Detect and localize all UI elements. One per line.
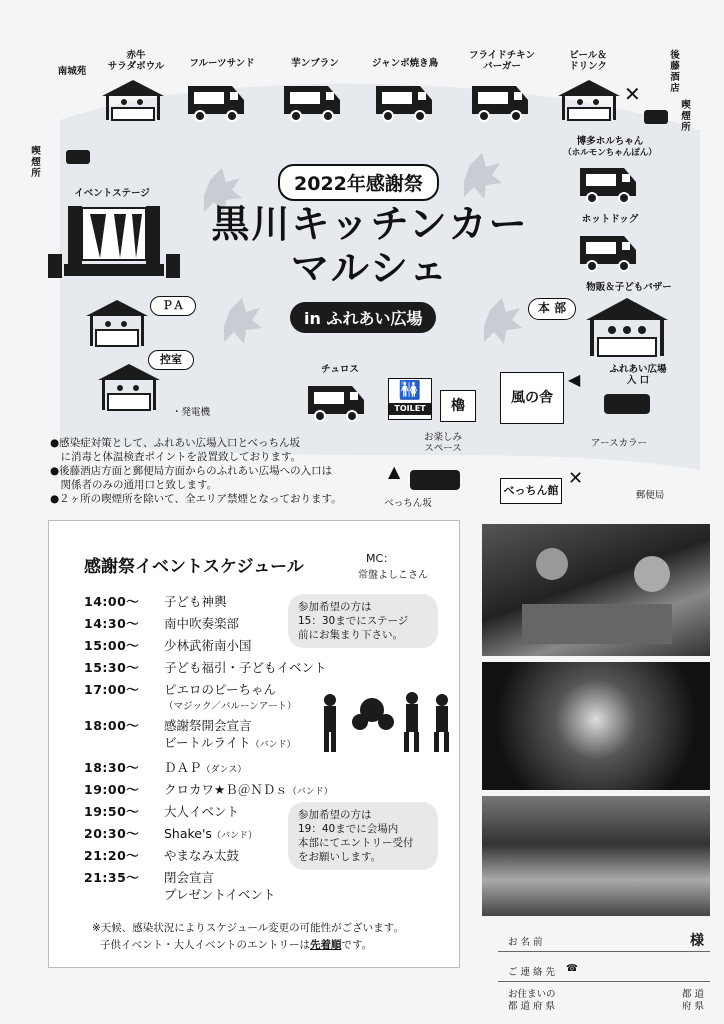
- label-horumon: 博多ホルちゃん: [576, 136, 644, 147]
- food-truck-fruits-icon: [186, 78, 248, 122]
- schedule-row: [84, 758, 246, 776]
- food-truck-imo-icon: [282, 78, 344, 122]
- photo-night-stage: [482, 662, 710, 790]
- schedule-event: ピエロのピーちゃん: [164, 682, 277, 697]
- event-stage-label: イベントステージ: [74, 188, 150, 199]
- toilet-box: [388, 378, 432, 420]
- schedule-title: 感謝祭イベントスケジュール: [84, 557, 304, 577]
- schedule-time: 15:30〜: [84, 660, 140, 675]
- hikae-badge: 控室: [148, 350, 194, 370]
- food-truck-churros-icon: [306, 378, 368, 422]
- sanitizer-icon: [604, 394, 650, 414]
- food-truck-fried-chicken-icon: [470, 78, 532, 122]
- schedule-time: 19:50〜: [84, 804, 140, 819]
- food-truck-jumbo-icon: [374, 78, 436, 122]
- footnote-1: ※天候、感染状況によりスケジュール変更の可能性がございます。: [92, 922, 404, 934]
- generator-label: ・発電機: [172, 407, 211, 418]
- closed-x-icon: ✕: [568, 468, 584, 489]
- schedule-event: 大人イベント: [164, 804, 240, 819]
- schedule-event: ビートルライト: [164, 735, 251, 750]
- schedule-time: 17:00〜: [84, 682, 140, 697]
- toilet-icon: 🚻: [398, 380, 422, 401]
- schedule-event-type: （バンド）: [250, 740, 296, 750]
- schedule-event: （マジック／バルーンアート）: [164, 701, 297, 712]
- form-name-row: [498, 928, 710, 952]
- schedule-event-type: （バンド）: [287, 787, 333, 797]
- schedule-time: 19:00〜: [84, 782, 140, 797]
- schedule-time: 20:30〜: [84, 826, 140, 841]
- band-silhouette-icon: [316, 690, 460, 754]
- label-post-office: 郵便局: [635, 490, 665, 501]
- tent-beer-icon: [556, 78, 622, 122]
- notice-line: に消毒と体温検査ポイントを設置致しております。: [50, 451, 302, 463]
- schedule-row: [84, 733, 296, 751]
- fuken-label: 府 県: [681, 1001, 704, 1012]
- schedule-time: 21:35〜: [84, 870, 140, 885]
- notice-list: [50, 436, 390, 506]
- schedule-row: [84, 636, 252, 654]
- label-otanoshimi: お楽しみ スペース: [423, 432, 462, 454]
- label-becchin-zaka: べっちん坂: [384, 498, 432, 509]
- yagura-box: 櫓: [440, 390, 476, 422]
- label-bazaar: 物販＆子どもバザー: [586, 282, 672, 293]
- toilet-label: TOILET: [389, 403, 431, 415]
- mc-label: MC：: [366, 552, 395, 565]
- footnote-2: 子供イベント・大人イベントのエントリーは先着順です。: [100, 939, 373, 951]
- schedule-event: クロカワ★Ｂ＠ＮＤｓ: [164, 782, 288, 797]
- address-label-1: お住まいの: [508, 989, 556, 1000]
- title-subtitle: in ふれあい広場: [290, 302, 436, 333]
- kaze-no-ya-box: 風の舎: [500, 372, 564, 424]
- schedule-event: 子ども福引・子どもイベント: [164, 660, 327, 675]
- label-goto-saketen: 後藤酒店: [670, 50, 680, 94]
- label-jumbo-yakitori: ジャンボ焼き鳥: [371, 58, 439, 69]
- honbu-badge: 本 部: [528, 298, 576, 320]
- schedule-time: 14:00〜: [84, 594, 140, 609]
- schedule-event: やまなみ太鼓: [164, 848, 240, 863]
- schedule-row: [84, 614, 239, 632]
- schedule-row: [84, 697, 297, 712]
- schedule-row: [84, 592, 227, 610]
- notice-line: ●感染症対策として、ふれあい広場入口とべっちん坂: [50, 437, 301, 449]
- phone-icon: ☎: [566, 963, 578, 974]
- tent-hikae-icon: [96, 362, 162, 412]
- food-truck-hotdog-icon: [578, 228, 640, 272]
- tent-pa-icon: [84, 298, 150, 348]
- contact-label: ご 連 絡 先: [508, 967, 556, 978]
- event-stage-icon: [44, 202, 184, 282]
- smoking-icon: [644, 110, 668, 124]
- schedule-row: [84, 846, 239, 864]
- mc-name: 常盤よしこさん: [358, 570, 428, 581]
- schedule-time: 15:00〜: [84, 638, 140, 653]
- sanitizer-icon: [410, 470, 460, 490]
- name-label: お 名 前: [508, 937, 543, 948]
- schedule-event: 感謝祭開会宣言: [164, 718, 252, 733]
- label-earth-color: アースカラー: [590, 438, 648, 449]
- label-hotdog: ホットドッグ: [581, 214, 639, 225]
- label-fruits-sand: フルーツサンド: [189, 58, 255, 69]
- schedule-event-type: （バンド）: [211, 831, 257, 841]
- address-label-2: 都 道 府 県: [508, 1001, 556, 1012]
- schedule-event: プレゼントイベント: [164, 887, 276, 902]
- schedule-row: [84, 802, 239, 820]
- title-year: 2022年感謝祭: [278, 164, 439, 201]
- notice-line: ●後藤酒店方面と郵便局方面からのふれあい広場への入口は: [50, 465, 333, 477]
- schedule-time: 21:20〜: [84, 848, 140, 863]
- label-imo-blanc: 芋ンブラン: [291, 58, 339, 69]
- label-fried-chicken: フライドチキン バーガー: [468, 50, 536, 72]
- schedule-time: 14:30〜: [84, 616, 140, 631]
- pa-badge: ＰＡ: [150, 296, 196, 316]
- schedule-event: ＤＡＰ: [164, 760, 202, 775]
- label-entrance: ふれあい広場 入 口: [609, 364, 667, 386]
- entry-tip-adults: 参加希望の方は 19：40までに会場内 本部にてエントリー受付 をお願いします。: [288, 802, 438, 870]
- schedule-row: [84, 780, 333, 798]
- photo-food-stall: [482, 796, 710, 916]
- label-akaushi: 赤牛 サラダボウル: [107, 50, 165, 72]
- up-arrow-icon: ▲: [388, 462, 401, 481]
- todo-label: 都 道: [681, 989, 704, 1000]
- title-main-2: マルシェ: [290, 246, 450, 290]
- notice-line: ●２ヶ所の喫煙所を除いて、全エリア禁煙となっております。: [50, 493, 342, 505]
- schedule-row: [84, 716, 252, 734]
- entry-tip-children: 参加希望の方は 15：30までにステージ 前にお集まり下さい。: [288, 594, 438, 648]
- schedule-row: [84, 885, 275, 903]
- schedule-event: 南中吹奏楽部: [164, 616, 240, 631]
- schedule-event-type: （ダンス）: [201, 765, 247, 775]
- food-truck-horumon-icon: [578, 160, 640, 204]
- smoking-icon: [66, 150, 90, 164]
- form-address-row: [498, 986, 710, 1012]
- label-nanjoen: 南城苑: [57, 66, 87, 77]
- smoking-area-right-label: 喫煙所: [681, 100, 691, 133]
- schedule-event: 子ども神輿: [164, 594, 227, 609]
- label-churros: チュロス: [321, 364, 359, 375]
- schedule-row: [84, 824, 257, 842]
- smoking-area-left-label: 喫煙所: [31, 146, 41, 179]
- schedule-time: 18:30〜: [84, 760, 140, 775]
- becchin-kan-box: べっちん館: [500, 478, 562, 504]
- entrance-arrow-icon: ◀: [568, 370, 581, 389]
- schedule-row: [84, 680, 276, 698]
- tent-honbu-icon: [584, 296, 670, 358]
- closed-x-icon: ✕: [624, 82, 641, 106]
- label-beer-drink: ビール＆ ドリンク: [569, 50, 607, 72]
- schedule-time: 18:00〜: [84, 718, 140, 733]
- schedule-event: 少林武術南小国: [164, 638, 252, 653]
- schedule-row: [84, 868, 214, 886]
- schedule-event: Shake's: [164, 826, 212, 841]
- sama-label: 様: [690, 933, 704, 949]
- title-main-1: 黒川キッチンカー: [211, 202, 529, 246]
- schedule-row: [84, 658, 327, 676]
- tent-akaushi-icon: [100, 78, 166, 122]
- photo-grill-staff: [482, 524, 710, 656]
- form-contact-row: [498, 958, 710, 982]
- schedule-event: 閉会宣言: [164, 870, 215, 885]
- label-horumon-sub: （ホルモンちゃんぽん）: [563, 148, 657, 158]
- notice-line: 関係者のみの通用口と致します。: [50, 479, 218, 491]
